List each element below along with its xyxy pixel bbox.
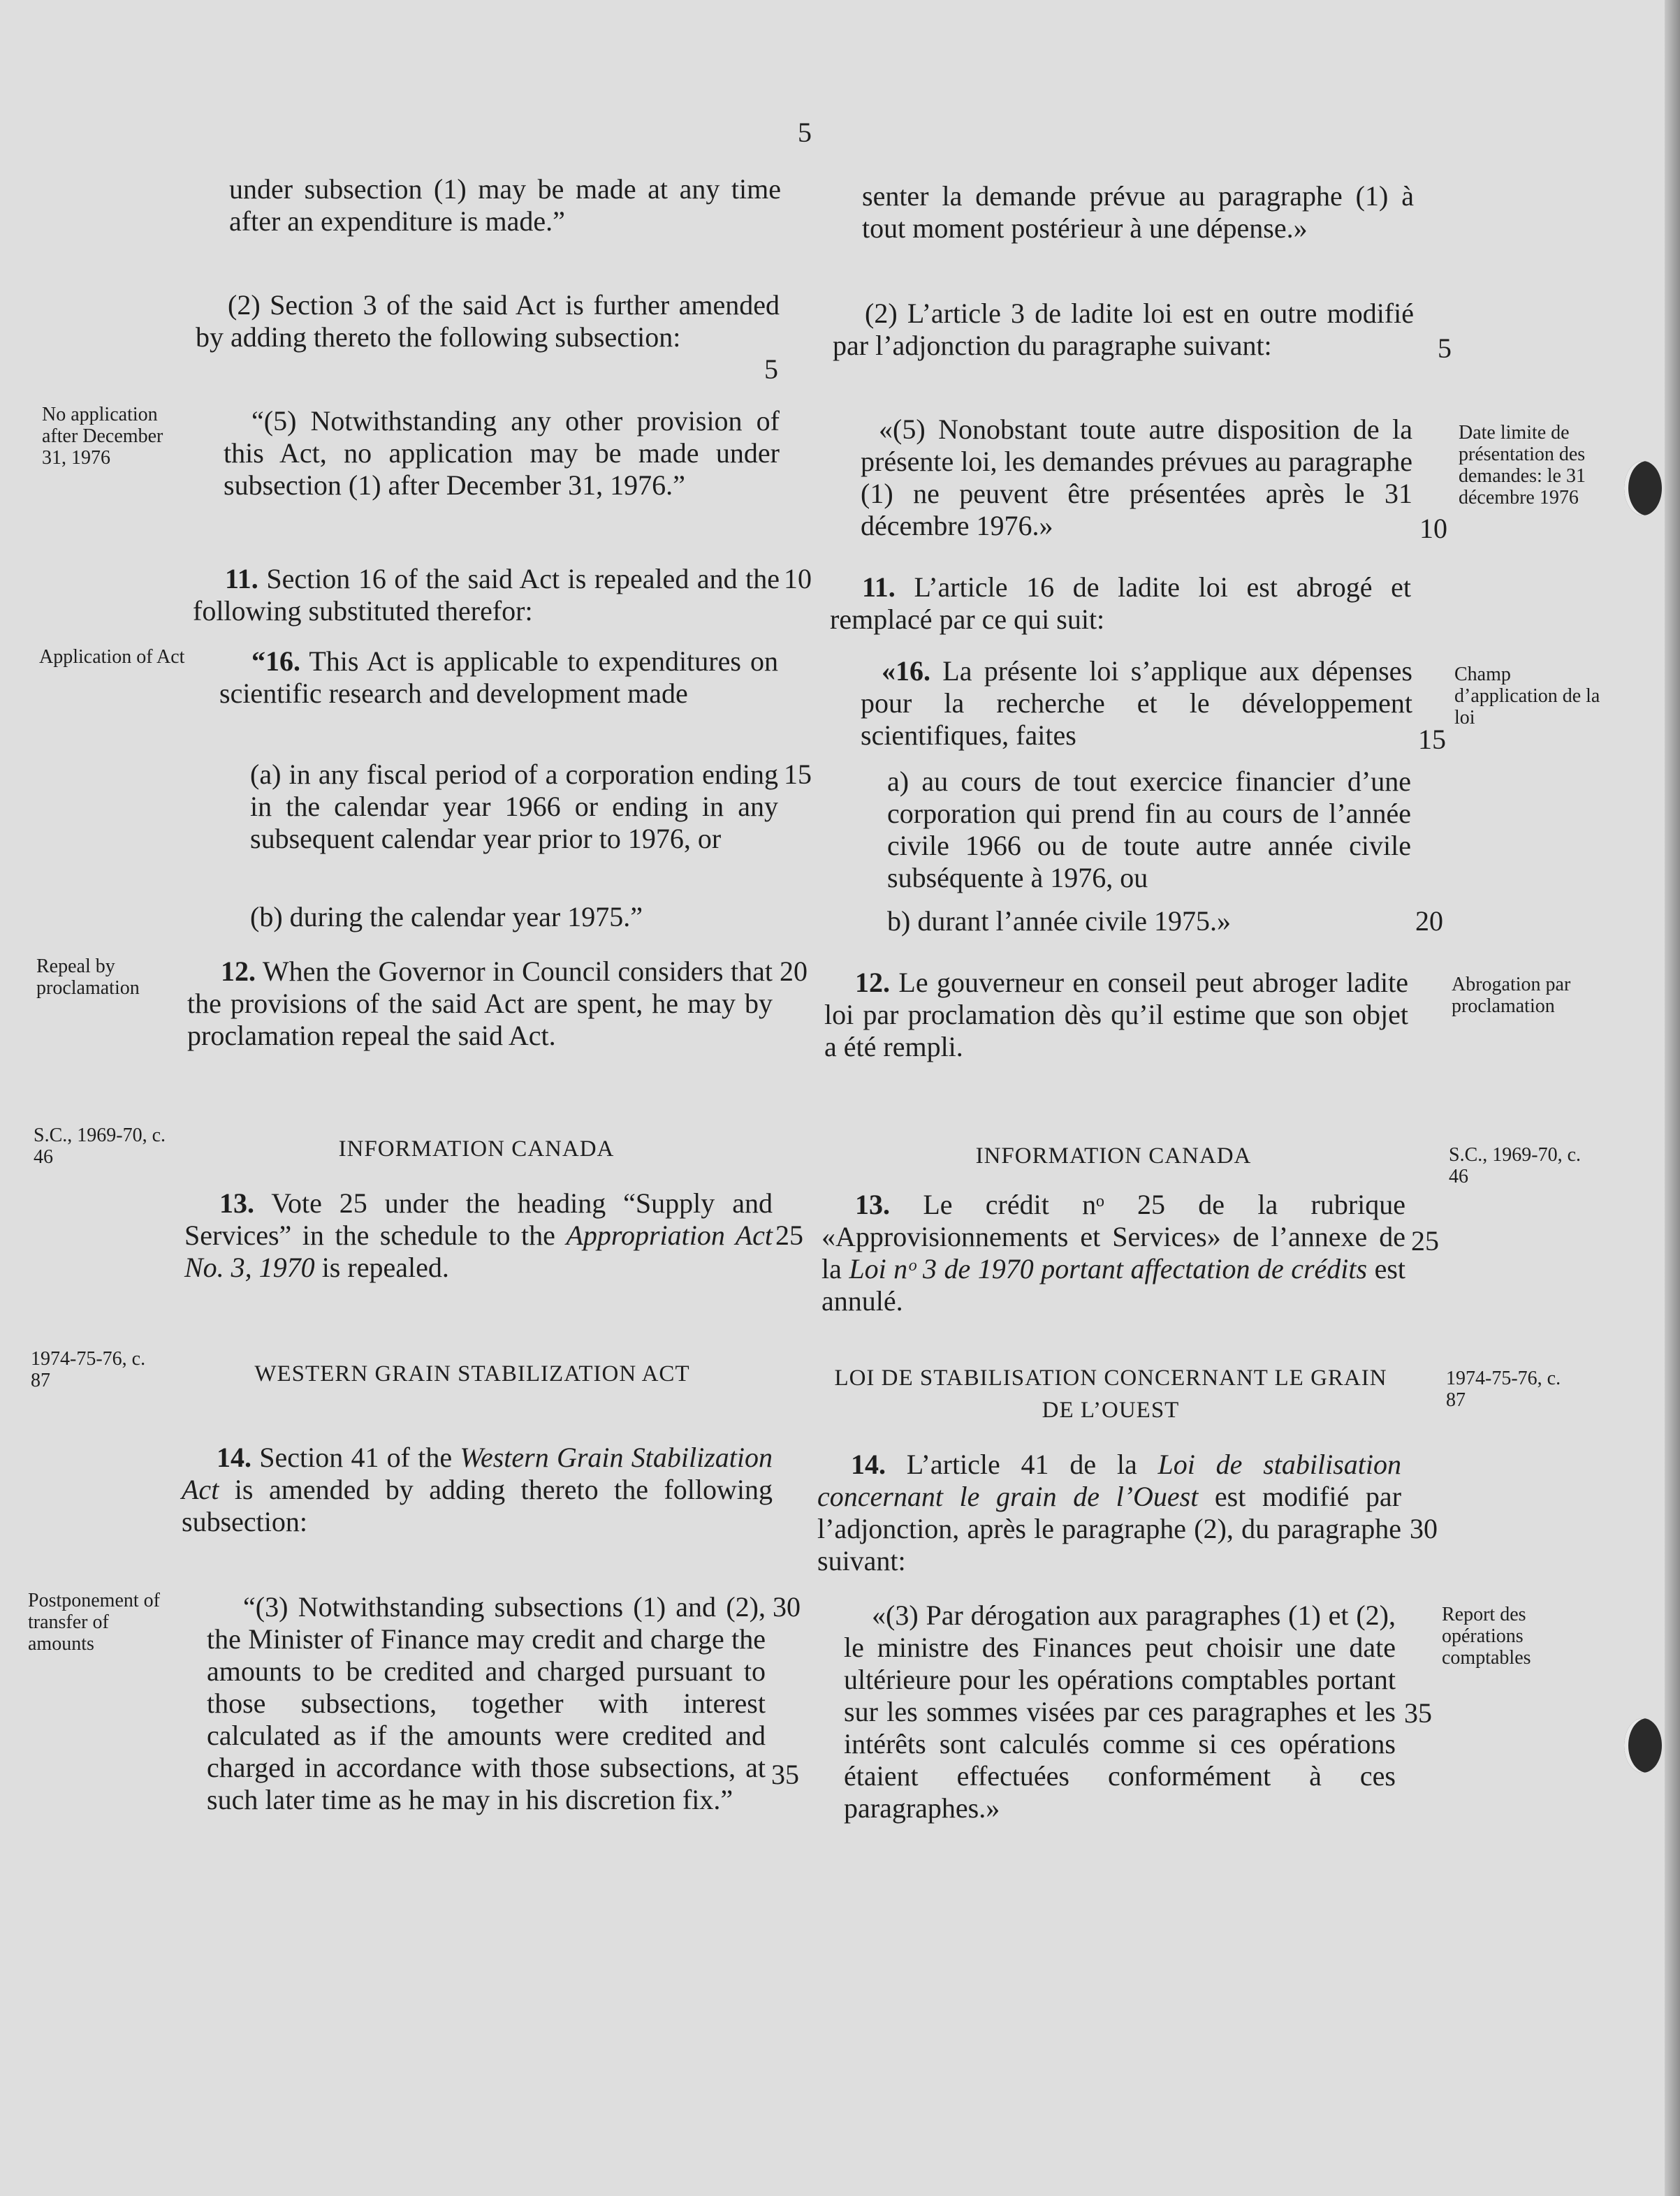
line-number-en-5: 5 [764,353,778,385]
line-number-en-15: 15 [784,759,812,790]
margin-note-champ: Champ d’application de la loi [1454,664,1600,729]
en-section-11-number: 11. [225,563,258,594]
en-section-16-number: “16. [251,645,300,677]
margin-note-1974: 1974-75-76, c. 87 [31,1348,146,1391]
binder-hole-bottom [1624,1718,1662,1773]
margin-note-sc-1969-fr: S.C., 1969-70, c. 46 [1449,1144,1581,1187]
en-section-16-text: This Act is applicable to expenditures on scientific research and development made [219,645,778,709]
fr-section-13-number: 13. [855,1189,890,1220]
en-western-grain-act-title: Western Grain Stabilization Act [182,1442,773,1505]
en-section-13-text-a: Vote 25 under the heading “Supply and Services” in the schedule to the [184,1187,773,1251]
en-paragraph-a: (a) in any fiscal period of a corporation ending in the calendar year 1966 or ending in any subsequent calendar year prior to 1976, or [250,759,778,854]
page-number: 5 [798,117,812,148]
fr-section-14-text-a: L’article 41 de la [906,1449,1137,1480]
line-number-fr-35: 35 [1404,1697,1432,1729]
line-number-fr-30: 30 [1410,1513,1438,1544]
fr-section-12-text: Le gouverneur en conseil peut abroger ladite loi par proclamation dès qu’il estime que son objet a été rempli. [824,967,1408,1062]
en-section-13 [184,1187,773,1284]
en-section-14 [182,1442,773,1538]
en-section-12-text: When the Governor in Council considers that the provisions of the said Act are spent, he may by proclamation repeal the said Act. [187,956,773,1051]
margin-note-abrogation: Abrogation par proclamation [1452,974,1571,1017]
fr-section-13-text-a: Le crédit nᵒ 25 de la rubrique «Approvisionnements et Services» de l’annexe de la [821,1189,1406,1284]
en-section-16 [219,645,778,710]
margin-note-no-application: No application after December 31, 1976 [42,404,163,469]
en-section-13-number: 13. [219,1187,254,1219]
fr-subsection-3: «(3) Par dérogation aux paragraphes (1) et (2), le ministre des Finances peut choisir une date ultérieure pour les opérations comptables portant sur les sommes visées par ces paragraphes et les intérêts sont calculés comme si ces opérations étaient effectuées conformément à ces paragraphes.» [844,1600,1396,1824]
margin-note-report: Report des opérations comptables [1442,1604,1531,1669]
fr-section-12-number: 12. [855,967,890,998]
fr-section-11-number: 11. [862,571,896,603]
fr-section-13-text-b: est annulé. [821,1253,1406,1317]
margin-note-1974-fr: 1974-75-76, c. 87 [1446,1368,1561,1411]
fr-section-11-text: L’article 16 de ladite loi est abrogé et remplacé par ce qui suit: [830,571,1411,635]
line-number-fr-25: 25 [1411,1225,1439,1257]
en-section-12-number: 12. [221,956,256,987]
line-number-en-25: 25 [775,1220,803,1251]
en-section-14-text-a: Section 41 of the [259,1442,453,1473]
line-number-fr-5: 5 [1438,332,1452,364]
fr-continuation: senter la demande prévue au paragraphe (1) à tout moment postérieur à une dépense.» [862,180,1414,244]
fr-paragraph-b: b) durant l’année civile 1975.» [887,905,1232,937]
fr-western-grain-act-title: Loi de stabilisation concernant le grain de l’Ouest [817,1449,1402,1512]
en-section-14-number: 14. [217,1442,251,1473]
margin-note-date-limite: Date limite de présentation des demandes: le 31 décembre 1976 [1459,422,1586,508]
fr-section-10-2: (2) L’article 3 de ladite loi est en outre modifié par l’adjonction du paragraphe suivant: [833,298,1414,361]
fr-section-16-text: La présente loi s’applique aux dépenses pour la recherche et le développement scientifiques, faites [861,655,1412,751]
margin-note-application: Application of Act [39,646,185,668]
page-edge-shadow [1665,0,1680,2196]
line-number-fr-10: 10 [1419,513,1447,544]
margin-note-postponement: Postponement of transfer of amounts [28,1590,160,1655]
margin-note-repeal: Repeal by proclamation [36,956,140,999]
fr-section-13 [821,1189,1405,1317]
line-number-fr-15: 15 [1418,724,1446,755]
en-section-12 [187,956,773,1052]
fr-appropriation-act-title: Loi nᵒ 3 de 1970 portant affectation de crédits [849,1253,1368,1284]
fr-section-16-number: «16. [882,655,930,687]
fr-section-12 [824,967,1408,1063]
line-number-fr-20: 20 [1415,905,1443,937]
en-section-13-text-b: is repealed. [321,1252,449,1283]
margin-note-sc-1969: S.C., 1969-70, c. 46 [34,1125,166,1168]
fr-section-11 [830,571,1411,636]
en-continuation: under subsection (1) may be made at any time after an expenditure is made.” [229,173,781,237]
en-section-11-text: Section 16 of the said Act is repealed and the following substituted therefor: [193,563,780,627]
fr-section-16 [861,655,1412,752]
fr-section-14 [817,1449,1401,1577]
fr-section-14-number: 14. [851,1449,886,1480]
en-subsection-5: “(5) Notwithstanding any other provision of this Act, no application may be made under subsection (1) after December 31, 1976.” [224,405,780,501]
line-number-en-10: 10 [784,563,812,594]
en-paragraph-b: (b) during the calendar year 1975.” [250,901,643,932]
binder-hole-top [1624,461,1662,515]
fr-subsection-5: «(5) Nonobstant toute autre disposition de la présente loi, les demandes prévues au paragraphe (1) ne peuvent être présentées après le 31 décembre 1976.» [861,413,1412,541]
en-heading-western-grain: WESTERN GRAIN STABILIZATION ACT [254,1361,690,1386]
en-section-11 [193,563,780,627]
en-subsection-3: “(3) Notwithstanding subsections (1) and (2), the Minister of Finance may credit and charge the amounts to be credited and charged pursuant to those subsections, together with interest calculated as if the amounts were credited and charged in accordance with those subsections, at such later time as he may in his discretion fix.” [207,1591,766,1815]
fr-paragraph-a: a) au cours de tout exercice financier d’une corporation qui prend fin au cours de l’année civile 1966 ou de toute autre année civile subséquente à 1976, ou [887,766,1411,893]
line-number-en-35: 35 [771,1759,799,1790]
en-appropriation-act-title: Appropriation Act No. 3, 1970 [184,1220,773,1283]
en-section-14-text-b: is amended by adding thereto the following subsection: [182,1474,773,1537]
fr-section-14-text-b: est modifié par l’adjonction, après le paragraphe (2), du paragraphe suivant: [817,1481,1402,1576]
en-section-10-2: (2) Section 3 of the said Act is further amended by adding thereto the following subsection: [196,289,780,353]
fr-heading-information-canada: INFORMATION CANADA [975,1143,1252,1169]
en-heading-information-canada: INFORMATION CANADA [338,1136,615,1162]
fr-heading-western-grain: LOI DE STABILISATION CONCERNANT LE GRAIN DE L’OUEST [834,1366,1387,1423]
line-number-en-20: 20 [780,956,808,987]
line-number-en-30: 30 [773,1591,801,1623]
